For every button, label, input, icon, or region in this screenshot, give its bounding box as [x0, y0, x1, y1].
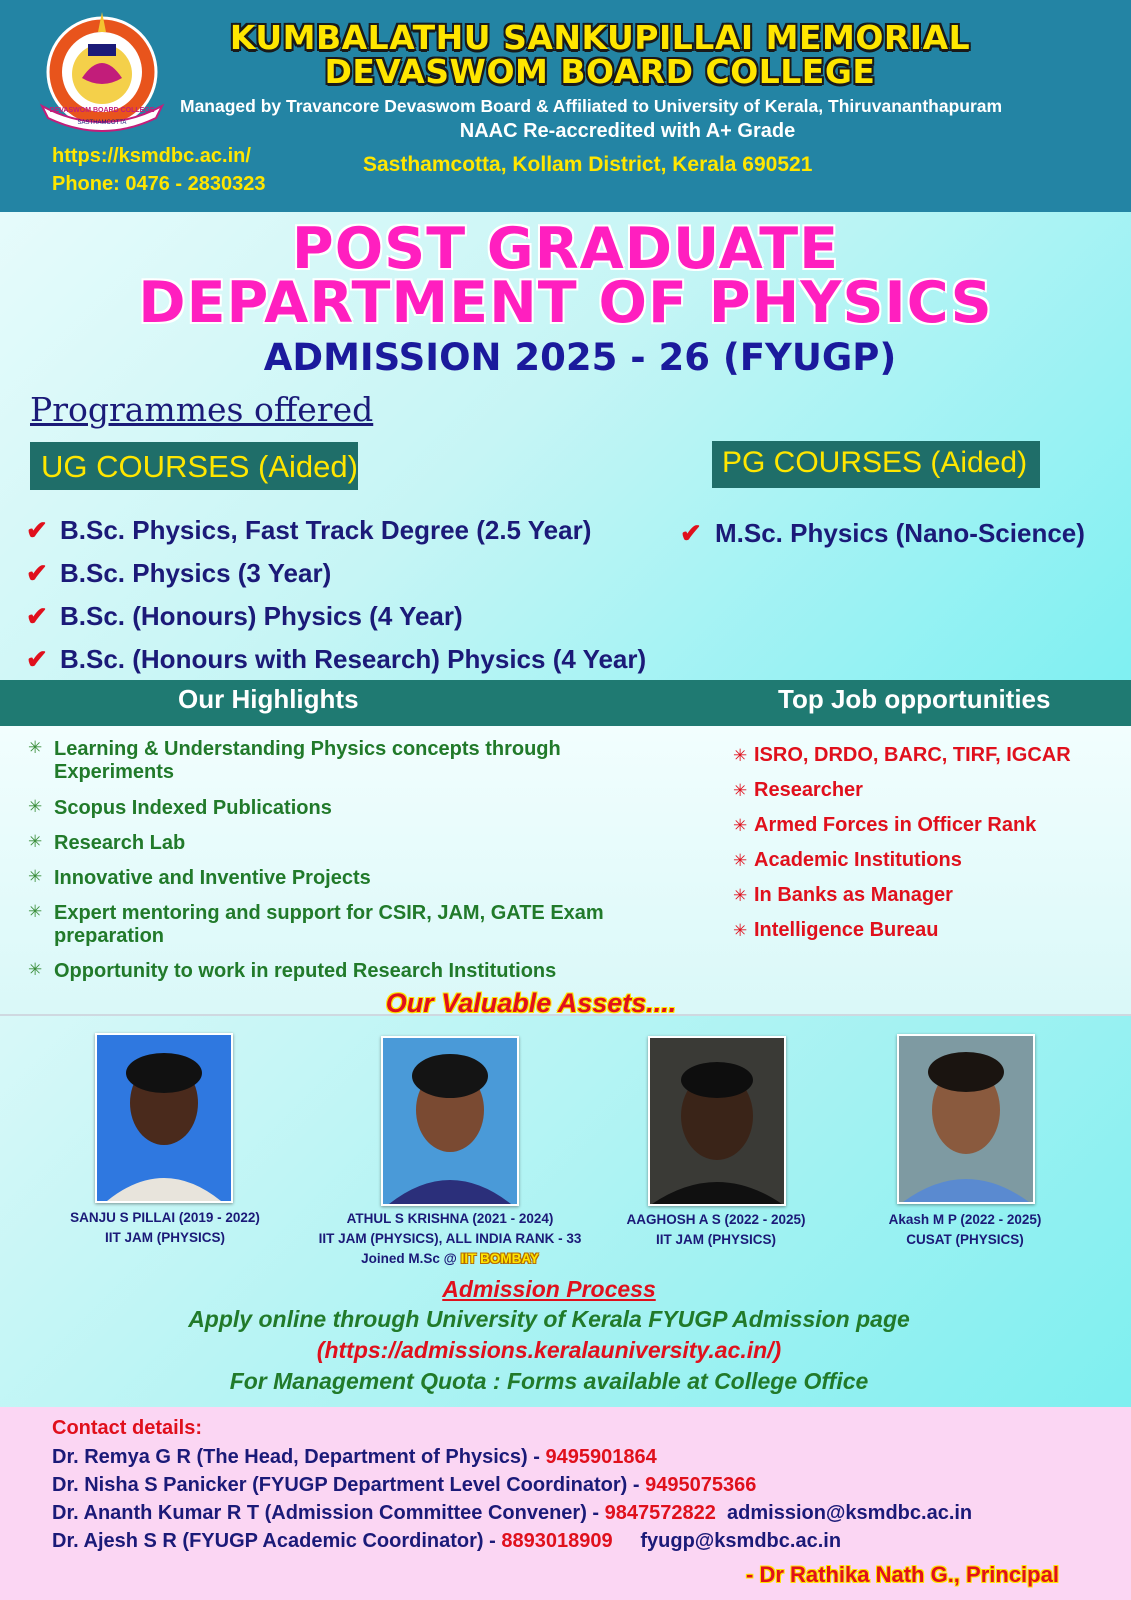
student-achievement: IIT JAM (PHYSICS) [655, 1232, 776, 1247]
job-item: Intelligence Bureau [754, 919, 939, 941]
highlight-item: Learning & Understanding Physics concepts through Experiments [54, 738, 561, 783]
contact-person-text: Dr. Ajesh S R (FYUGP Academic Coordinator) - [52, 1530, 502, 1552]
star-bullet-icon: ✳ [733, 816, 748, 835]
admission-process-line1: Apply online through University of Kerala FYUGP Admission page [188, 1306, 910, 1332]
contact-person-text: Dr. Nisha S Panicker (FYUGP Department Level Coordinator) - [52, 1474, 646, 1496]
job-item: Academic Institutions [754, 849, 962, 871]
star-bullet-icon: ✳ [733, 886, 748, 905]
star-bullet-icon: ✳ [28, 960, 43, 979]
student-photo [648, 1036, 786, 1206]
star-bullet-icon: ✳ [28, 832, 43, 851]
contact-email[interactable]: fyugp@ksmdbc.ac.in [640, 1530, 842, 1552]
check-icon: ✔ [26, 644, 48, 674]
title-line1: POST GRADUATE [291, 216, 840, 282]
website-link[interactable]: https://ksmdbc.ac.in/ [52, 145, 251, 167]
management-quota-note: For Management Quota : Forms available at College Office [229, 1368, 869, 1394]
jobs-heading: Top Job opportunities [778, 684, 1051, 714]
star-bullet-icon: ✳ [28, 867, 43, 886]
job-item: In Banks as Manager [754, 884, 953, 906]
star-bullet-icon: ✳ [733, 781, 748, 800]
contact-phone[interactable]: 9495901864 [545, 1446, 657, 1468]
assets-heading: Our Valuable Assets.... [385, 988, 677, 1018]
star-bullet-icon: ✳ [28, 797, 43, 816]
student-name: AAGHOSH A S (2022 - 2025) [626, 1212, 806, 1227]
star-bullet-icon: ✳ [28, 738, 43, 757]
job-item: Researcher [754, 779, 863, 801]
naac-grade: NAAC Re-accredited with A+ Grade [459, 120, 796, 142]
highlight-item: Opportunity to work in reputed Research Institutions [54, 960, 557, 982]
ug-courses-label: UG COURSES (Aided) [41, 449, 358, 484]
contact-person [52, 1530, 841, 1553]
admission-url[interactable]: (https://admissions.keralauniversity.ac.in/) [316, 1337, 782, 1363]
student-achievement: IIT JAM (PHYSICS) [104, 1230, 225, 1245]
star-bullet-icon: ✳ [733, 746, 748, 765]
check-icon: ✔ [680, 518, 702, 548]
principal-signature: - Dr Rathika Nath G., Principal [746, 1562, 1059, 1587]
star-bullet-icon: ✳ [733, 851, 748, 870]
admission-title: ADMISSION 2025 - 26 (FYUGP) [263, 336, 897, 379]
highlights-heading: Our Highlights [178, 684, 359, 714]
student-photo [897, 1034, 1035, 1204]
ug-course-item: B.Sc. (Honours) Physics (4 Year) [60, 601, 463, 631]
contact-phone[interactable]: 9495075366 [645, 1474, 757, 1496]
college-name-line1: KUMBALATHU SANKUPILLAI MEMORIAL [229, 18, 971, 57]
student-achievement: IIT JAM (PHYSICS), ALL INDIA RANK - 33 [318, 1231, 582, 1246]
student-name: ATHUL S KRISHNA (2021 - 2024) [346, 1211, 554, 1226]
student-photo [95, 1033, 233, 1203]
contact-phone[interactable]: 8893018909 [501, 1530, 613, 1552]
admission-process-heading: Admission Process [442, 1276, 656, 1302]
student-joined [270, 1251, 630, 1266]
svg-text:SASTHAMCOTTA: SASTHAMCOTTA [77, 120, 127, 126]
contact-person-text: Dr. Remya G R (The Head, Department of Physics) - [52, 1446, 546, 1468]
contact-person [52, 1502, 972, 1525]
joined-prefix: Joined M.Sc @ [361, 1251, 461, 1266]
job-item: ISRO, DRDO, BARC, TIRF, IGCAR [754, 744, 1071, 766]
check-icon: ✔ [26, 601, 48, 631]
college-address: Sasthamcotta, Kollam District, Kerala 690521 [363, 153, 813, 176]
phone-number: Phone: 0476 - 2830323 [52, 173, 266, 195]
contact-person [52, 1446, 657, 1469]
contact-phone[interactable]: 9847572822 [604, 1502, 716, 1524]
contact-email[interactable]: admission@ksmdbc.ac.in [727, 1502, 973, 1524]
highlight-item: Innovative and Inventive Projects [54, 867, 371, 889]
student-name: SANJU S PILLAI (2019 - 2022) [70, 1210, 260, 1225]
ug-course-item: B.Sc. Physics (3 Year) [60, 558, 332, 588]
highlight-item: Expert mentoring and support for CSIR, JAM, GATE Exam preparation [54, 902, 604, 947]
contact-heading: Contact details: [52, 1417, 203, 1439]
pg-courses-label: PG COURSES (Aided) [722, 446, 1028, 479]
title-line2: DEPARTMENT OF PHYSICS [138, 270, 993, 336]
student-achievement: CUSAT (PHYSICS) [906, 1232, 1024, 1247]
star-bullet-icon: ✳ [733, 921, 748, 940]
college-name-line2: DEVASWOM BOARD COLLEGE [324, 52, 876, 91]
contact-person-text: Dr. Ananth Kumar R T (Admission Committee Convener) - [52, 1502, 605, 1524]
highlight-item: Research Lab [54, 832, 186, 854]
pg-course-item: M.Sc. Physics (Nano-Science) [715, 518, 1085, 548]
contact-person [52, 1474, 756, 1497]
job-item: Armed Forces in Officer Rank [754, 814, 1037, 836]
svg-text:DEVASWOM BOARD COLLEGE: DEVASWOM BOARD COLLEGE [49, 107, 155, 114]
check-icon: ✔ [26, 558, 48, 588]
star-bullet-icon: ✳ [28, 902, 43, 921]
ug-course-item: B.Sc. Physics, Fast Track Degree (2.5 Year) [60, 515, 592, 545]
highlight-item: Scopus Indexed Publications [54, 797, 332, 819]
iit-bombay-highlight: IIT BOMBAY [460, 1251, 539, 1266]
ug-course-item: B.Sc. (Honours with Research) Physics (4 Year) [60, 644, 647, 674]
managed-by-text: Managed by Travancore Devaswom Board & Affiliated to University of Kerala, Thiruvananthapuram [180, 96, 1003, 116]
student-photo [381, 1036, 519, 1206]
programmes-heading: Programmes offered [30, 390, 374, 429]
check-icon: ✔ [26, 515, 48, 545]
student-name: Akash M P (2022 - 2025) [888, 1212, 1042, 1227]
